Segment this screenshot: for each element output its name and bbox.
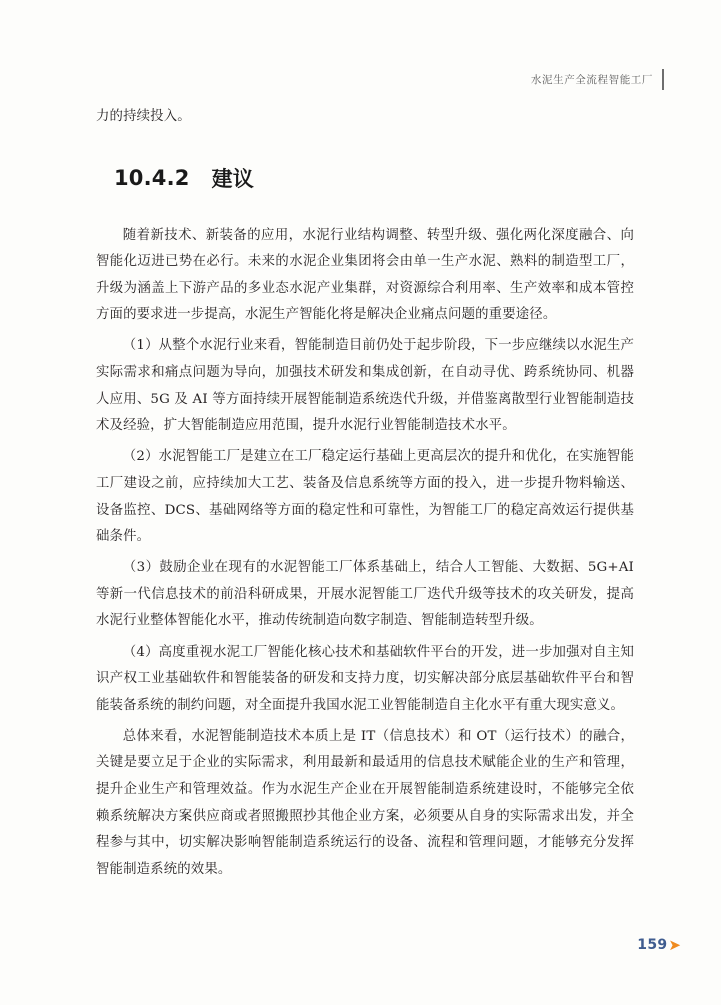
chevron-right-icon: ➤ [668,935,681,954]
continued-line: 力的持续投入。 [96,109,191,124]
paragraph: 随着新技术、新装备的应用，水泥行业结构调整、转型升级、强化两化深度融合、向智能化迈进已势在必行。未来的水泥企业集团将会由单一生产水泥、熟料的制造型工厂，升级为涵盖上下游产品的多业态水泥产业集群，对资源综合利用率、生产效率和成本管控方面的要求进一步提高，水泥生产智能化将是解决企业痛点问题的重要途径。 [96,227,634,323]
paragraph: 总体来看，水泥智能制造技术本质上是 IT（信息技术）和 OT（运行技术）的融合，关键是要立足于企业的实际需求，利用最新和最适用的信息技术赋能企业的生产和管理，提升企业生产和管理效益。作为水泥生产企业在开展智能制造系统建设时，不能够完全依赖系统解决方案供应商或者照搬照抄其他企业方案，必须要从自身的实际需求出发，并全程参与其中，切实解决影响智能制造系统运行的设备、流程和管理问题，才能够充分发挥智能制造系统的效果。 [96,728,634,877]
paragraph: （4）高度重视水泥工厂智能化核心技术和基础软件平台的开发，进一步加强对自主知识产权工业基础软件和智能装备的研发和支持力度，切实解决部分底层基础软件平台和智能装备系统的制约问题，对全面提升我国水泥工业智能制造自主化水平有重大现实意义。 [96,644,634,713]
section-number: 10.4.2 [114,165,190,190]
running-header-rule [662,69,664,90]
text-column [96,104,634,888]
running-header-title: 水泥生产全流程智能工厂 [530,73,653,86]
paragraph: （2）水泥智能工厂是建立在工厂稳定运行基础上更高层次的提升和优化，在实施智能工厂建设之前，应持续加大工艺、装备及信息系统等方面的投入，进一步提升物料输送、设备监控、DCS、基础网络等方面的稳定性和可靠性，为智能工厂的稳定高效运行提供基础条件。 [96,449,634,545]
paragraph: （1）从整个水泥行业来看，智能制造目前仍处于起步阶段，下一步应继续以水泥生产实际需求和痛点问题为导向，加强技术研发和集成创新，在自动寻优、跨系统协同、机器人应用、5G 及 AI 等方面持续开展智能制造系统迭代升级，并借鉴离散型行业智能制造技术及经验，扩大智能制造应用范围，提升水泥行业智能制造技术水平。 [96,338,634,434]
running-header [531,68,664,90]
section-title: 建议 [211,166,255,191]
paragraph: （3）鼓励企业在现有的水泥智能工厂体系基础上，结合人工智能、大数据、5G+AI等新一代信息技术的前沿科研成果，开展水泥智能工厂迭代升级等技术的攻关研发，提高水泥行业整体智能化水平，推动传统制造向数字制造、智能制造转型升级。 [96,560,634,629]
page-title [114,163,634,193]
page-number: 159 [637,937,668,953]
page-footer [637,935,681,955]
section-heading-wrapper [96,163,634,193]
